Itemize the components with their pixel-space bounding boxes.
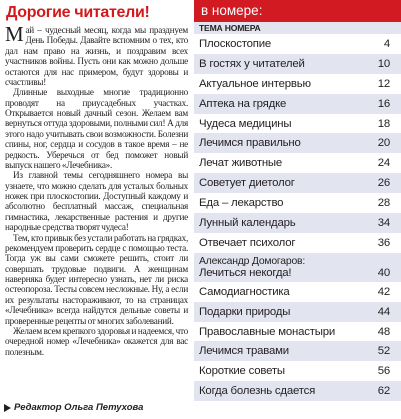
toc-item[interactable]: Лечимся травами 52 <box>194 341 401 361</box>
editorial-column <box>0 0 192 419</box>
toc-page-number: 4 <box>383 37 390 50</box>
toc-header: в номере: <box>194 0 401 22</box>
toc-item[interactable]: Отвечает психолог 36 <box>194 233 401 253</box>
toc-page-number: 12 <box>377 77 390 90</box>
toc-page-number: 16 <box>377 97 390 110</box>
toc-page-number: 44 <box>377 305 390 318</box>
toc-list <box>194 22 401 401</box>
toc-page-number: 34 <box>377 216 390 229</box>
toc-item[interactable]: Самодиагностика 42 <box>194 282 401 302</box>
editorial-paragraph-5: Желаем всем крепкого здоровья и надеемся, что очередной номер «Лечебника» окажется для вас полезным. <box>5 325 188 357</box>
editorial-title: Дорогие читатели! <box>6 4 150 21</box>
toc-item[interactable]: Лечат животные 24 <box>194 153 401 173</box>
toc-page-number: 18 <box>377 117 390 130</box>
signature-text: Редактор Ольга Петухова <box>14 402 144 413</box>
toc-item[interactable]: Лунный календарь 34 <box>194 213 401 233</box>
toc-page-number: 52 <box>377 345 390 358</box>
toc-page-number: 24 <box>377 157 390 170</box>
editorial-paragraph-1: Май – чудесный месяц, когда мы празднуем День Победы. Давайте вспомним о тех, кто дал нам право на жизнь, и поздравим всех участников войны. Пусть они как можно дольше остаются для нас примером, будут здоровы и счастливы! <box>5 22 188 87</box>
toc-page-number: 10 <box>377 57 390 70</box>
editorial-paragraph-2: Длинные выходные многие традиционно проводят на приусадебных участках. Открывается новый дачный сезон. Желаем вам вернуться оттуда здоровыми, полными сил! А для этого надо учитывать свои возможности. Болезни спины, ног, сердца и сосудов в такое время – не редкость. Уберечься от бед поможет новый выпуск нашего «Лечебника». <box>5 87 188 170</box>
toc-item[interactable]: Актуальное интервью 12 <box>194 74 401 94</box>
toc-item[interactable]: Подарки природы 44 <box>194 302 401 322</box>
toc-item[interactable]: Плоскостопие 4 <box>194 34 401 54</box>
arrow-right-icon <box>4 404 11 412</box>
toc-section-label: ТЕМА НОМЕРА <box>194 22 401 34</box>
editorial-body <box>5 22 188 357</box>
toc-page-number: 20 <box>377 137 390 150</box>
editorial-paragraph-4: Тем, кто привык без устали работать на грядках, рекомендуем проверить сердце с помощью теста. Тогда уж вы сами сможете решить, стоит ли совершать трудовые подвиги. А женщинам наверняка будет интересно узнать, нет ли риска остеопороза. Тесты совсем несложные. Ну, а если их результаты настораживают, то на страницах «Лечебника» всегда найдутся дельные советы и проверенные рецепты от многих заболеваний. <box>5 232 188 326</box>
toc-page-number: 26 <box>377 177 390 190</box>
toc-item-prefix: Александр Домогаров: <box>199 255 306 267</box>
toc-item[interactable]: Александр Домогаров: Лечиться некогда! 40 <box>194 253 401 282</box>
toc-item[interactable]: Короткие советы 56 <box>194 361 401 381</box>
toc-page-number: 48 <box>377 325 390 338</box>
editorial-paragraph-3: Из главной темы сегодняшнего номера вы узнаете, что можно сделать для усталых больных ножек при плоскостопии. Доступный каждому и абсолютно бесплатный массаж, специальная гимнастика, лекарственные растения и другие народные средства творят чудеса! <box>5 170 188 233</box>
toc-page-number: 62 <box>377 385 390 398</box>
toc-page-number: 56 <box>377 365 390 378</box>
editor-signature <box>4 402 190 413</box>
toc-item[interactable]: Аптека на грядке 16 <box>194 94 401 114</box>
toc-item[interactable]: В гостях у читателей 10 <box>194 54 401 74</box>
toc-column <box>194 0 401 419</box>
toc-item[interactable]: Еда – лекарство 28 <box>194 193 401 213</box>
toc-item[interactable]: Лечимся правильно 20 <box>194 133 401 153</box>
drop-cap: М <box>5 22 24 46</box>
toc-item[interactable]: Когда болезнь сдается 62 <box>194 381 401 401</box>
toc-page-number: 28 <box>377 197 390 210</box>
toc-page-number: 36 <box>377 236 390 249</box>
toc-item[interactable]: Православные монастыри 48 <box>194 322 401 342</box>
toc-item[interactable]: Советует диетолог 26 <box>194 173 401 193</box>
toc-page-number: 40 <box>377 266 390 279</box>
toc-item[interactable]: Чудеса медицины 18 <box>194 114 401 134</box>
toc-page-number: 42 <box>377 285 390 298</box>
